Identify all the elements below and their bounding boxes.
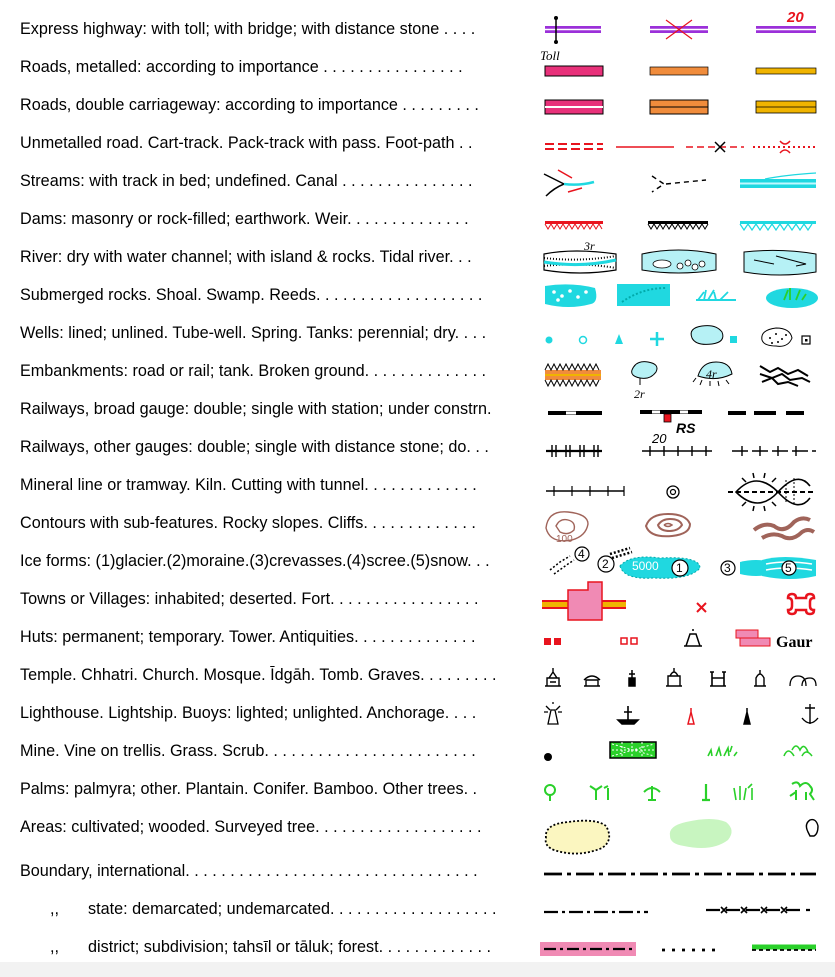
ice-form-number-annotation: 4	[578, 547, 585, 561]
legend-label: Submerged rocks. Shoal. Swamp. Reeds. . . . . . . . . . . . . . . . . . .	[20, 286, 483, 304]
metalled-roads-symbols	[540, 48, 830, 88]
legend-label: River: dry with water channel; with island & rocks. Tidal river. . .	[20, 248, 472, 266]
legend-label	[50, 928, 491, 966]
express-highway-distance-stone-symbol	[756, 9, 816, 33]
toll-annotation: Toll	[540, 48, 560, 63]
ditto-mark: ,,	[50, 900, 59, 918]
legend-row-express-highway	[0, 9, 835, 63]
legend-row-streams	[0, 162, 835, 200]
legend-label: Areas: cultivated; wooded. Surveyed tree. . . . . . . . . . . . . . . . . . .	[20, 818, 482, 836]
legend-row-embankments	[0, 352, 835, 401]
distance-stone-annotation: 20	[652, 431, 667, 446]
legend-label: Embankments: road or rail; tank. Broken ground. . . . . . . . . . . . . .	[20, 362, 487, 380]
legend-label: Boundary, international. . . . . . . . . . . . . . . . . . . . . . . . . . . . . . . . .	[20, 862, 478, 880]
legend-row-dams	[0, 200, 835, 238]
legend-label: Mine. Vine on trellis. Grass. Scrub. . . . . . . . . . . . . . . . . . . . . . . .	[20, 742, 476, 760]
ice-form-number-annotation: 5	[785, 561, 792, 575]
dams-symbols	[540, 200, 830, 240]
legend-label: Huts: permanent; temporary. Tower. Antiquities. . . . . . . . . . . . . .	[20, 628, 476, 646]
river-symbols	[540, 238, 830, 278]
legend-row-mine-vine-grass	[0, 732, 835, 770]
legend-row-boundary-state	[0, 890, 835, 928]
mine-vine-grass-symbols	[540, 732, 830, 772]
legend-row-contours	[0, 504, 835, 545]
legend-label-text: state: demarcated; undemarcated. . . . . . . . . . . . . . . . . . .	[88, 900, 497, 918]
legend-row-wells	[0, 314, 835, 352]
ditto-mark: ,,	[50, 938, 59, 956]
boundary-international-symbols	[540, 852, 830, 892]
legend-row-submerged-rocks	[0, 276, 835, 314]
areas-symbols	[540, 808, 830, 858]
religious-places-symbols	[540, 656, 830, 696]
embankments-symbols	[540, 352, 830, 401]
legend-row-lighthouse	[0, 694, 835, 732]
river-depth-annotation: 3r	[584, 239, 595, 253]
legend-row-unmetalled-road	[0, 124, 835, 162]
ice-form-number-annotation: 3	[724, 561, 731, 575]
ice-forms-symbols	[540, 542, 830, 582]
legend-row-railways-broad-gauge	[0, 390, 835, 436]
mineral-line-symbols	[540, 466, 830, 506]
legend-row-double-carriageway	[0, 86, 835, 124]
page-footer-strip	[0, 962, 835, 977]
legend-label: Palms: palmyra; other. Plantain. Conifer. Bamboo. Other trees. .	[20, 780, 478, 798]
legend-row-boundary-international	[0, 852, 835, 890]
express-highway-bridge-symbol	[650, 20, 708, 39]
legend-label: Roads, double carriageway: according to importance . . . . . . . . .	[20, 96, 479, 114]
contours-symbols	[540, 504, 830, 544]
legend-label: Contours with sub-features. Rocky slopes. Cliffs. . . . . . . . . . . . .	[20, 514, 476, 532]
legend-label: Wells: lined; unlined. Tube-well. Spring. Tanks: perennial; dry. . . .	[20, 324, 487, 342]
submerged-rocks-symbols	[540, 276, 830, 316]
legend-label: Towns or Villages: inhabited; deserted. Fort. . . . . . . . . . . . . . . . .	[20, 590, 479, 608]
legend-row-towns-or-villages	[0, 580, 835, 618]
distance-stone-annotation: 20	[787, 9, 804, 26]
ice-form-number-annotation: 1	[676, 561, 683, 575]
ice-form-number-annotation: 2	[602, 557, 609, 571]
legend-row-metalled-roads	[0, 48, 835, 86]
legend-label: Mineral line or tramway. Kiln. Cutting with tunnel. . . . . . . . . . . . .	[20, 476, 477, 494]
embankment-depth-annotation: 2r	[634, 387, 645, 401]
legend-label: Roads, metalled: according to importance . . . . . . . . . . . . . . . .	[20, 58, 463, 76]
legend-label-text: district; subdivision; tahsīl or tāluk; forest. . . . . . . . . . . . .	[88, 938, 492, 956]
express-highway-symbols	[540, 9, 830, 63]
legend-label: Temple. Chhatri. Church. Mosque. Īdgāh. Tomb. Graves. . . . . . . . .	[20, 666, 497, 684]
legend-label: Streams: with track in bed; undefined. Canal . . . . . . . . . . . . . . .	[20, 172, 473, 190]
legend-label: Railways, broad gauge: double; single with station; under constrn.	[20, 400, 492, 418]
legend-row-palms-and-trees	[0, 770, 835, 808]
tank-depth-annotation: 4r	[706, 367, 717, 381]
legend-row-railways-other-gauges	[0, 428, 835, 466]
huts-symbols	[540, 618, 830, 658]
legend-row-ice-forms	[0, 542, 835, 580]
legend-label	[50, 890, 496, 928]
legend-label: Dams: masonry or rock-filled; earthwork. Weir. . . . . . . . . . . . . .	[20, 210, 469, 228]
railway-station-annotation: RS	[676, 420, 696, 436]
legend-row-mineral-line	[0, 466, 835, 504]
railways-other-gauges-symbols	[540, 428, 830, 468]
legend-label: Unmetalled road. Cart-track. Pack-track with pass. Foot-path . .	[20, 134, 473, 152]
legend-label: Lighthouse. Lightship. Buoys: lighted; unlighted. Anchorage. . . .	[20, 704, 477, 722]
legend-row-huts	[0, 618, 835, 656]
legend-label: Ice forms: (1)glacier.(2)moraine.(3)crevasses.(4)scree.(5)snow. . .	[20, 552, 490, 570]
boundary-state-symbols	[540, 890, 830, 930]
double-carriageway-symbols	[540, 86, 830, 126]
railways-broad-gauge-symbols	[540, 390, 830, 436]
palms-and-trees-symbols	[540, 770, 830, 810]
legend-row-religious-places	[0, 656, 835, 694]
legend-label: Railways, other gauges: double; single with distance stone; do. . .	[20, 438, 489, 456]
streams-symbols	[540, 162, 830, 202]
antiquity-name-annotation: Gaur	[776, 634, 813, 651]
contour-height-annotation: 100	[556, 534, 573, 545]
glacier-height-annotation: 5000	[632, 559, 659, 573]
legend-label: Express highway: with toll; with bridge; with distance stone . . . .	[20, 20, 476, 38]
wells-symbols	[540, 314, 830, 354]
legend-row-river	[0, 238, 835, 276]
legend-row-areas	[0, 808, 835, 846]
unmetalled-road-symbols	[540, 124, 830, 164]
legend-row-boundary-district	[0, 928, 835, 966]
towns-or-villages-symbols	[540, 580, 830, 620]
lighthouse-symbols	[540, 694, 830, 734]
